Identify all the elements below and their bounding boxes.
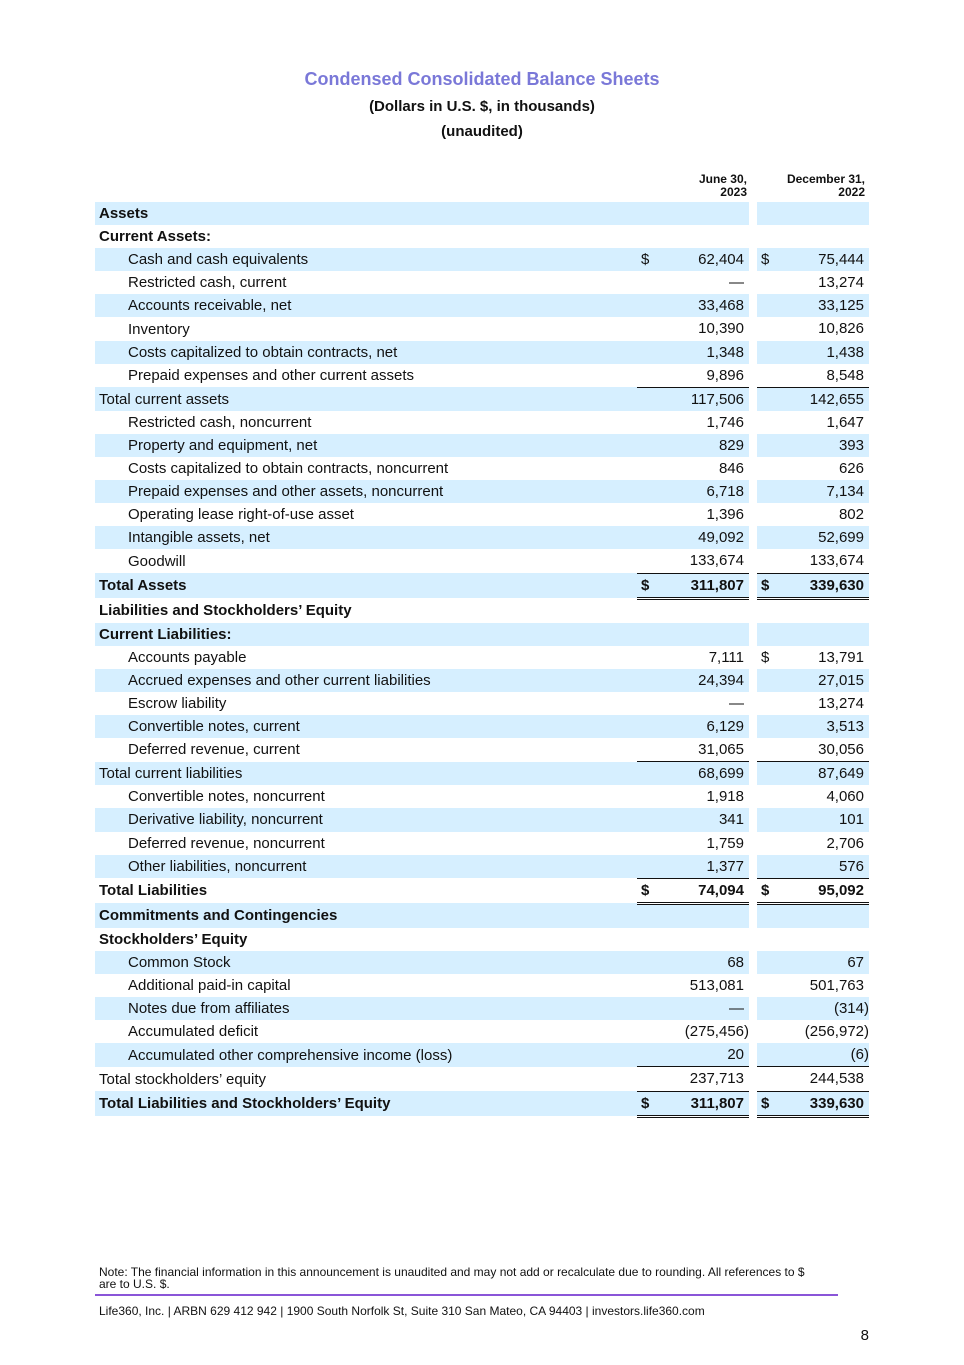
value-june-2023 xyxy=(637,738,749,762)
value-december-2022 xyxy=(757,692,869,715)
row-label: Derivative liability, noncurrent xyxy=(95,808,637,831)
amount: 117,506 xyxy=(690,390,744,408)
amount: 244,538 xyxy=(809,1070,864,1088)
value-june-2023 xyxy=(637,202,749,225)
table-row xyxy=(95,294,869,317)
amount: 339,630 xyxy=(809,1094,864,1112)
value-december-2022 xyxy=(757,623,869,646)
row-label: Accumulated deficit xyxy=(128,1023,259,1041)
row-label: Deferred revenue, current xyxy=(128,741,300,759)
row-label: Restricted cash, noncurrent xyxy=(128,413,312,431)
row-label: Total current assets xyxy=(95,387,637,411)
column-gap xyxy=(749,434,757,457)
value-december-2022 xyxy=(757,526,869,549)
amount: 339,630 xyxy=(809,576,864,594)
value-december-2022 xyxy=(757,997,869,1020)
value-june-2023 xyxy=(637,1043,749,1067)
value-december-2022 xyxy=(757,903,869,928)
column-gap xyxy=(749,598,757,623)
value-june-2023 xyxy=(637,411,749,434)
table-row xyxy=(95,549,869,573)
row-label: Total Liabilities and Stockholders’ Equity xyxy=(95,1091,637,1116)
row-label: Convertible notes, noncurrent xyxy=(128,788,325,806)
value-june-2023 xyxy=(637,715,749,738)
value-december-2022 xyxy=(757,225,869,248)
table-row xyxy=(95,974,869,997)
amount: 576 xyxy=(838,857,864,875)
amount: 10,390 xyxy=(698,320,744,338)
table-row xyxy=(95,434,869,457)
amount: 1,438 xyxy=(826,343,864,361)
amount: 52,699 xyxy=(818,529,864,547)
amount: 846 xyxy=(718,460,744,478)
amount: 8,548 xyxy=(826,366,864,384)
company-footer: Life360, Inc. | ARBN 629 412 942 | 1900 South Norfolk St, Suite 310 San Mateo, CA 94403 | investors.life360.com xyxy=(99,1304,705,1318)
value-december-2022 xyxy=(757,503,869,526)
value-december-2022 xyxy=(757,928,869,951)
currency-symbol: $ xyxy=(761,648,770,666)
table-row xyxy=(95,387,869,411)
value-december-2022 xyxy=(757,411,869,434)
amount: 74,094 xyxy=(698,881,744,899)
row-label: Accrued expenses and other current liabilities xyxy=(95,669,637,692)
column-gap xyxy=(749,951,757,974)
amount: 68,699 xyxy=(698,765,744,783)
value-june-2023 xyxy=(637,387,749,411)
amount: 2,706 xyxy=(826,834,864,852)
value-june-2023 xyxy=(637,598,749,623)
column-gap xyxy=(749,974,757,997)
table-row xyxy=(95,202,869,225)
amount: 311,807 xyxy=(690,1094,744,1112)
row-label: Other liabilities, noncurrent xyxy=(95,855,637,879)
table-row xyxy=(95,762,869,786)
amount: 33,125 xyxy=(818,297,864,315)
amount: 13,791 xyxy=(818,648,864,666)
value-december-2022 xyxy=(757,387,869,411)
value-june-2023 xyxy=(637,692,749,715)
table-row xyxy=(95,225,869,248)
currency-symbol: $ xyxy=(761,251,770,269)
column-gap xyxy=(749,1091,757,1116)
column-gap xyxy=(749,623,757,646)
value-june-2023 xyxy=(637,1067,749,1091)
value-june-2023 xyxy=(637,855,749,879)
amount: 67 xyxy=(847,954,864,971)
value-june-2023 xyxy=(637,974,749,997)
table-row xyxy=(95,480,869,503)
row-label: Deferred revenue, noncurrent xyxy=(128,834,325,852)
amount: 95,092 xyxy=(818,881,864,899)
column-gap xyxy=(749,503,757,526)
column-gap xyxy=(749,294,757,317)
amount: 1,746 xyxy=(706,413,744,431)
row-label: Common Stock xyxy=(95,951,637,974)
amount: 68 xyxy=(727,954,744,971)
currency-symbol: $ xyxy=(641,881,650,899)
table-row xyxy=(95,573,869,598)
column-gap xyxy=(749,785,757,808)
value-june-2023 xyxy=(637,526,749,549)
table-row xyxy=(95,1091,869,1116)
value-december-2022 xyxy=(757,598,869,623)
table-row xyxy=(95,928,869,951)
value-december-2022 xyxy=(757,549,869,573)
column-gap xyxy=(749,1043,757,1067)
row-label: Goodwill xyxy=(128,552,186,570)
value-june-2023 xyxy=(637,503,749,526)
value-june-2023 xyxy=(637,832,749,855)
amount: 142,655 xyxy=(809,390,864,408)
column-gap xyxy=(749,573,757,598)
amount: 7,134 xyxy=(826,483,864,501)
page-title: Condensed Consolidated Balance Sheets xyxy=(304,69,660,89)
value-june-2023 xyxy=(637,271,749,294)
row-label: Total stockholders’ equity xyxy=(99,1070,267,1088)
value-december-2022 xyxy=(757,248,869,271)
amount: 1,759 xyxy=(706,834,744,852)
table-row xyxy=(95,738,869,762)
table-row xyxy=(95,855,869,879)
column-gap xyxy=(749,271,757,294)
amount: 1,647 xyxy=(826,413,864,431)
amount: 62,404 xyxy=(698,251,744,269)
amount: 10,826 xyxy=(818,320,864,338)
table-row xyxy=(95,808,869,831)
row-label: Total Liabilities xyxy=(99,882,208,900)
table-row xyxy=(95,364,869,388)
value-june-2023 xyxy=(637,669,749,692)
column-gap xyxy=(749,738,757,762)
value-december-2022 xyxy=(757,202,869,225)
amount: 75,444 xyxy=(818,251,864,269)
amount: 13,274 xyxy=(818,694,864,712)
value-december-2022 xyxy=(757,480,869,503)
table-row xyxy=(95,997,869,1020)
row-label: Accounts payable xyxy=(128,648,247,666)
table-row xyxy=(95,526,869,549)
amount: 133,674 xyxy=(809,552,864,570)
column-gap xyxy=(749,480,757,503)
amount: 311,807 xyxy=(690,576,744,594)
column-gap xyxy=(749,669,757,692)
amount: (314) xyxy=(833,1000,869,1018)
table-row xyxy=(95,271,869,294)
units-subtitle: (Dollars in U.S. $, in thousands) xyxy=(369,98,595,115)
table-row xyxy=(95,785,869,808)
column-header-line: December 31, xyxy=(786,172,865,186)
row-label: Commitments and Contingencies xyxy=(95,903,637,928)
column-gap xyxy=(749,317,757,340)
value-june-2023 xyxy=(637,623,749,646)
value-june-2023 xyxy=(637,248,749,271)
column-gap xyxy=(749,1020,757,1043)
row-label: Accumulated other comprehensive income (loss) xyxy=(95,1043,637,1067)
value-june-2023 xyxy=(637,294,749,317)
currency-symbol: $ xyxy=(761,1094,770,1112)
value-december-2022 xyxy=(757,855,869,879)
table-row xyxy=(95,951,869,974)
column-gap xyxy=(749,832,757,855)
value-june-2023 xyxy=(637,1091,749,1116)
amount: 24,394 xyxy=(698,671,744,689)
value-june-2023 xyxy=(637,434,749,457)
value-december-2022 xyxy=(757,832,869,855)
amount: (275,456) xyxy=(684,1023,749,1041)
amount: 9,896 xyxy=(706,366,744,384)
value-december-2022 xyxy=(757,738,869,762)
amount: 1,377 xyxy=(706,857,744,875)
amount: 1,348 xyxy=(706,343,744,361)
amount: 501,763 xyxy=(809,977,864,995)
row-label: Cash and cash equivalents xyxy=(95,248,637,271)
column-gap xyxy=(749,903,757,928)
footnote: Note: The financial information in this announcement is unaudited and may not add or recalculate due to rounding. All references to $ are to U.S. $. xyxy=(99,1265,805,1291)
value-june-2023 xyxy=(637,785,749,808)
amount: 1,918 xyxy=(706,788,744,806)
column-gap xyxy=(749,364,757,388)
value-december-2022 xyxy=(757,1020,869,1043)
column-gap xyxy=(749,692,757,715)
amount: (6) xyxy=(850,1046,869,1064)
value-june-2023 xyxy=(637,457,749,480)
row-label: Additional paid-in capital xyxy=(128,977,291,995)
footer-divider xyxy=(95,1294,838,1296)
column-gap xyxy=(749,855,757,879)
amount: 33,468 xyxy=(698,297,744,315)
table-row xyxy=(95,503,869,526)
amount: 1,396 xyxy=(706,506,744,524)
amount: 237,713 xyxy=(689,1070,744,1088)
amount: 829 xyxy=(718,436,744,454)
column-gap xyxy=(749,1067,757,1091)
column-gap xyxy=(749,225,757,248)
column-gap xyxy=(749,202,757,225)
currency-symbol: $ xyxy=(641,1094,650,1112)
table-row xyxy=(95,317,869,340)
currency-symbol: $ xyxy=(641,251,650,269)
column-header-june-2023 xyxy=(637,173,747,199)
amount: — xyxy=(729,694,744,712)
row-label: Accounts receivable, net xyxy=(95,294,637,317)
value-december-2022 xyxy=(757,341,869,364)
amount: 27,015 xyxy=(818,671,864,689)
value-december-2022 xyxy=(757,715,869,738)
row-label: Notes due from affiliates xyxy=(95,997,637,1020)
column-gap xyxy=(749,762,757,786)
value-june-2023 xyxy=(637,364,749,388)
value-december-2022 xyxy=(757,294,869,317)
table-row xyxy=(95,1043,869,1067)
value-june-2023 xyxy=(637,225,749,248)
row-label: Intangible assets, net xyxy=(95,526,637,549)
column-gap xyxy=(749,715,757,738)
column-gap xyxy=(749,457,757,480)
row-label: Escrow liability xyxy=(128,695,227,713)
column-gap xyxy=(749,549,757,573)
row-label: Stockholders’ Equity xyxy=(99,930,248,948)
amount: 6,718 xyxy=(706,483,744,501)
value-december-2022 xyxy=(757,669,869,692)
value-december-2022 xyxy=(757,762,869,786)
amount: 513,081 xyxy=(689,977,744,995)
row-label: Restricted cash, current xyxy=(128,274,287,292)
row-label: Assets xyxy=(95,202,637,225)
value-june-2023 xyxy=(637,928,749,951)
value-june-2023 xyxy=(637,317,749,340)
value-december-2022 xyxy=(757,974,869,997)
column-gap xyxy=(749,387,757,411)
amount: 20 xyxy=(727,1046,744,1064)
row-label: Prepaid expenses and other assets, noncurrent xyxy=(95,480,637,503)
table-row xyxy=(95,248,869,271)
balance-sheet-table xyxy=(95,202,869,1118)
value-june-2023 xyxy=(637,997,749,1020)
table-row xyxy=(95,623,869,646)
value-june-2023 xyxy=(637,951,749,974)
value-december-2022 xyxy=(757,317,869,340)
amount: 341 xyxy=(718,811,744,829)
table-row xyxy=(95,692,869,715)
column-gap xyxy=(749,928,757,951)
value-june-2023 xyxy=(637,878,749,903)
amount: — xyxy=(729,1000,744,1018)
amount: — xyxy=(729,274,744,292)
currency-symbol: $ xyxy=(641,576,650,594)
value-december-2022 xyxy=(757,646,869,669)
column-gap xyxy=(749,411,757,434)
value-december-2022 xyxy=(757,457,869,480)
value-june-2023 xyxy=(637,1020,749,1043)
column-header-line: 2023 xyxy=(720,185,747,199)
amount: 3,513 xyxy=(826,718,864,736)
column-gap xyxy=(749,248,757,271)
value-june-2023 xyxy=(637,573,749,598)
amount: 133,674 xyxy=(689,552,744,570)
row-label: Operating lease right-of-use asset xyxy=(128,506,354,524)
currency-symbol: $ xyxy=(761,881,770,899)
row-label: Prepaid expenses and other current assets xyxy=(128,366,415,384)
value-december-2022 xyxy=(757,1043,869,1067)
column-header-line: 2022 xyxy=(838,185,865,199)
table-row xyxy=(95,646,869,669)
table-row xyxy=(95,715,869,738)
value-december-2022 xyxy=(757,951,869,974)
table-row xyxy=(95,341,869,364)
table-row xyxy=(95,411,869,434)
row-label: Total current liabilities xyxy=(95,762,637,786)
value-june-2023 xyxy=(637,808,749,831)
table-row xyxy=(95,457,869,480)
column-gap xyxy=(749,808,757,831)
table-row xyxy=(95,1067,869,1091)
value-december-2022 xyxy=(757,808,869,831)
amount: 13,274 xyxy=(818,274,864,292)
row-label: Costs capitalized to obtain contracts, net xyxy=(95,341,637,364)
column-gap xyxy=(749,341,757,364)
column-gap xyxy=(749,526,757,549)
value-june-2023 xyxy=(637,480,749,503)
amount: 802 xyxy=(838,506,864,524)
amount: 101 xyxy=(838,811,864,829)
value-december-2022 xyxy=(757,1067,869,1091)
amount: (256,972) xyxy=(804,1023,869,1041)
table-row xyxy=(95,1020,869,1043)
value-june-2023 xyxy=(637,341,749,364)
value-december-2022 xyxy=(757,1091,869,1116)
table-row xyxy=(95,903,869,928)
table-row xyxy=(95,832,869,855)
row-label: Inventory xyxy=(128,320,190,338)
value-june-2023 xyxy=(637,549,749,573)
amount: 393 xyxy=(838,436,864,454)
value-december-2022 xyxy=(757,434,869,457)
value-december-2022 xyxy=(757,785,869,808)
row-label: Convertible notes, current xyxy=(95,715,637,738)
row-label: Current Liabilities: xyxy=(95,623,637,646)
table-row xyxy=(95,878,869,903)
column-header-line: June 30, xyxy=(698,172,747,186)
unaudited-subtitle: (unaudited) xyxy=(441,123,523,140)
amount: 31,065 xyxy=(698,741,744,759)
page-number: 8 xyxy=(860,1327,869,1344)
amount: 30,056 xyxy=(818,741,864,759)
amount: 626 xyxy=(838,460,864,478)
row-label: Total Assets xyxy=(95,573,637,598)
value-june-2023 xyxy=(637,903,749,928)
table-row xyxy=(95,669,869,692)
column-gap xyxy=(749,878,757,903)
amount: 4,060 xyxy=(826,788,864,806)
value-december-2022 xyxy=(757,878,869,903)
column-header-december-2022 xyxy=(755,173,865,199)
value-june-2023 xyxy=(637,646,749,669)
value-december-2022 xyxy=(757,364,869,388)
amount: 87,649 xyxy=(818,765,864,783)
value-june-2023 xyxy=(637,762,749,786)
table-row xyxy=(95,598,869,623)
row-label: Costs capitalized to obtain contracts, noncurrent xyxy=(128,460,449,478)
amount: 7,111 xyxy=(708,648,744,666)
column-gap xyxy=(749,997,757,1020)
row-label: Property and equipment, net xyxy=(95,434,637,457)
amount: 49,092 xyxy=(698,529,744,547)
row-label: Current Assets: xyxy=(99,228,211,246)
amount: 6,129 xyxy=(706,718,744,736)
value-december-2022 xyxy=(757,573,869,598)
value-december-2022 xyxy=(757,271,869,294)
currency-symbol: $ xyxy=(761,576,770,594)
row-label: Liabilities and Stockholders’ Equity xyxy=(99,601,352,619)
column-gap xyxy=(749,646,757,669)
